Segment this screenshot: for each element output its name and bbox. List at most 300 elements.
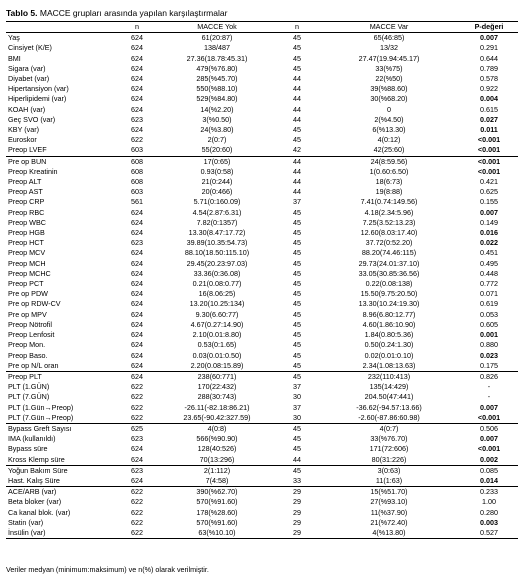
n-macce-var: 45	[293, 340, 301, 350]
n-macce-yok: 625	[116, 423, 158, 434]
row-label: Pre op BUN	[6, 156, 116, 167]
table-row	[6, 228, 518, 238]
n-macce-yok: 623	[131, 238, 143, 248]
table-row	[6, 238, 518, 248]
n-macce-var: 45	[276, 465, 318, 476]
n-macce-yok: 624	[131, 63, 143, 73]
row-label: İnsülin (var)	[6, 528, 116, 539]
value-macce-yok: 27.36(18.78:45.31)	[186, 53, 248, 63]
table-number: Tablo 5.	[6, 8, 38, 18]
value-macce-yok: 390(%62.70)	[158, 487, 276, 498]
table-row	[6, 74, 518, 84]
n-macce-var: 45	[293, 228, 301, 238]
table-row	[6, 197, 518, 207]
value-macce-yok: 2.10(0.01:8.80)	[192, 330, 242, 340]
row-label: Yaş	[8, 33, 20, 43]
value-macce-yok: 479(%76.80)	[196, 63, 238, 73]
row-label: Preop HGB	[8, 228, 45, 238]
value-macce-yok: 128(40:526)	[197, 444, 237, 454]
row-label: Bypass Greft Sayısı	[6, 423, 116, 434]
table-row	[6, 465, 518, 476]
header-label	[6, 22, 116, 33]
n-macce-yok: 624	[131, 207, 143, 217]
row-label: Diyabet (var)	[8, 74, 50, 84]
n-macce-var: 45	[276, 371, 318, 382]
value-macce-var: 39(%88.60)	[370, 84, 408, 94]
p-value: 0.011	[480, 125, 498, 135]
n-macce-yok: 624	[131, 475, 143, 485]
n-macce-yok: 561	[131, 197, 143, 207]
n-macce-yok: 624	[131, 53, 143, 63]
n-macce-var: 37	[293, 382, 301, 392]
table-row	[6, 508, 518, 518]
p-value: 0.007	[480, 33, 498, 43]
value-macce-var: 8.96(6.80:12.77)	[362, 309, 416, 319]
table-row	[6, 218, 518, 228]
value-macce-var: 27(%93.10)	[370, 497, 408, 507]
p-value: 0.233	[460, 487, 518, 498]
value-macce-yok: 0.21(0.08:0.77)	[192, 279, 242, 289]
row-label: KBY (var)	[8, 125, 40, 135]
value-macce-yok: 178(%28.60)	[196, 507, 238, 517]
value-macce-var: 1(0.60:6.50)	[369, 166, 409, 176]
n-macce-var: 45	[293, 444, 301, 454]
n-macce-yok: 603	[131, 187, 143, 197]
value-macce-var: 13/32	[380, 43, 398, 53]
table-row	[6, 340, 518, 350]
value-macce-var: -2.60(-87.86:60.98)	[358, 412, 420, 422]
p-value: 0.007	[480, 207, 498, 217]
macce-comparison-table	[6, 21, 518, 539]
p-value: 0.007	[480, 434, 498, 444]
p-value: 0.280	[480, 507, 498, 517]
n-macce-yok: 603	[131, 145, 143, 155]
value-macce-yok: 238(60:771)	[158, 371, 276, 382]
p-value: 0.451	[480, 248, 498, 258]
p-value: 0.149	[480, 217, 498, 227]
p-value: 0.625	[480, 187, 498, 197]
value-macce-yok: 0.53(0:1.65)	[197, 340, 237, 350]
value-macce-yok: 13.30(8.47:17.72)	[188, 228, 246, 238]
p-value: 0.016	[480, 228, 498, 238]
n-macce-var: 44	[293, 166, 301, 176]
p-value: 0.605	[480, 319, 498, 329]
n-macce-var: 30	[293, 412, 301, 422]
row-label: Beta bloker (var)	[8, 497, 62, 507]
n-macce-var: 44	[293, 84, 301, 94]
value-macce-yok: 9.30(6.60:77)	[195, 309, 239, 319]
p-value: <0.001	[460, 156, 518, 167]
value-macce-var: 21(%72.40)	[370, 517, 408, 527]
value-macce-yok: 7(4:58)	[205, 475, 229, 485]
value-macce-yok: 3(%0.50)	[202, 114, 232, 124]
row-label: Preop HCT	[8, 238, 44, 248]
n-macce-yok: 624	[131, 104, 143, 114]
row-label: Preop PLT	[6, 371, 116, 382]
n-macce-var: 44	[293, 177, 301, 187]
n-macce-var: 45	[293, 434, 301, 444]
value-macce-yok: 63(%10.10)	[158, 528, 276, 539]
value-macce-yok: 4.54(2.87:6.31)	[192, 207, 242, 217]
row-label: Ca kanal blok. (var)	[8, 507, 71, 517]
value-macce-var: 2.34(1.08:13.63)	[362, 360, 416, 370]
n-macce-yok: 624	[131, 74, 143, 84]
value-macce-var: 30(%68.20)	[370, 94, 408, 104]
table-row	[6, 145, 518, 156]
p-value: 0.027	[480, 114, 498, 124]
value-macce-yok: 39.89(10.35:54.73)	[186, 238, 248, 248]
value-macce-yok: 21(0:244)	[201, 177, 233, 187]
n-macce-yok: 624	[131, 350, 143, 360]
row-label: Statin (var)	[8, 517, 44, 527]
n-macce-yok: 624	[131, 94, 143, 104]
row-label: Geç SVO (var)	[8, 114, 56, 124]
p-value: 0.053	[480, 309, 498, 319]
value-macce-var: 0.22(0.08:138)	[365, 279, 413, 289]
value-macce-yok: 2(1:112)	[158, 465, 276, 476]
n-macce-var: 45	[293, 360, 301, 370]
row-label: PLT (7.Gün→Preop)	[8, 412, 74, 422]
p-value: 0.922	[480, 84, 498, 94]
value-macce-var: 4.18(2.34:5.96)	[364, 207, 414, 217]
row-label: Preop MCV	[8, 248, 46, 258]
p-value: 0.506	[460, 423, 518, 434]
n-macce-var: 37	[293, 197, 301, 207]
value-macce-var: 7.25(3.52:13.23)	[362, 217, 416, 227]
p-value: 0.772	[480, 279, 498, 289]
value-macce-var: 1.84(0.80:5.36)	[364, 330, 414, 340]
p-value: 0.644	[480, 53, 498, 63]
table-row	[6, 269, 518, 279]
value-macce-yok: 23.65(-90.42:327.59)	[183, 412, 251, 422]
n-macce-yok: 624	[131, 289, 143, 299]
row-label: PLT (7.GÜN)	[8, 392, 50, 402]
row-label: Preop MCH	[8, 258, 46, 268]
value-macce-yok: 70(13:296)	[199, 454, 235, 464]
table-row	[6, 125, 518, 135]
value-macce-yok: 0.93(0:58)	[200, 166, 234, 176]
table-row	[6, 423, 518, 434]
value-macce-var: 15.50(9.75:20.50)	[360, 289, 418, 299]
table-row	[6, 497, 518, 507]
n-macce-yok: 624	[131, 228, 143, 238]
n-macce-var: 29	[293, 507, 301, 517]
n-macce-yok: 624	[131, 330, 143, 340]
table-row	[6, 371, 518, 382]
n-macce-yok: 622	[131, 412, 143, 422]
value-macce-var: 33(%75)	[375, 63, 403, 73]
p-value: 0.615	[480, 104, 498, 114]
p-value: 0.001	[480, 330, 498, 340]
row-label: PLT (1.GÜN)	[8, 382, 50, 392]
n-macce-yok: 624	[116, 371, 158, 382]
row-label: Yoğun Bakım Süre	[6, 465, 116, 476]
n-macce-var: 29	[276, 487, 318, 498]
header-macce-yok: MACCE Yok	[158, 22, 276, 33]
p-value: 0.826	[460, 371, 518, 382]
header-p-value: P-değeri	[460, 22, 518, 33]
header-n-yok: n	[116, 22, 158, 33]
n-macce-var: 37	[293, 402, 301, 412]
table-row	[6, 167, 518, 177]
header-n-var: n	[276, 22, 318, 33]
n-macce-yok: 622	[131, 497, 143, 507]
n-macce-yok: 623	[116, 465, 158, 476]
value-macce-var: -36.62(-94.57:13.66)	[356, 402, 422, 412]
p-value: 0.291	[480, 43, 498, 53]
p-value: 0.789	[480, 63, 498, 73]
n-macce-var: 45	[293, 248, 301, 258]
row-label: Cinsiyet (K/E)	[8, 43, 52, 53]
table-row	[6, 487, 518, 498]
table-row	[6, 382, 518, 392]
p-value: 0.003	[480, 517, 498, 527]
n-macce-var: 44	[293, 94, 301, 104]
n-macce-var: 44	[293, 114, 301, 124]
n-macce-var: 45	[293, 33, 301, 43]
n-macce-yok: 622	[116, 487, 158, 498]
value-macce-yok: 4.67(0.27:14.90)	[190, 319, 244, 329]
value-macce-yok: 2.20(0.08:15.89)	[190, 360, 244, 370]
value-macce-var: 88.20(74.46:115)	[361, 248, 417, 258]
row-label: Pre op RDW-CV	[8, 299, 61, 309]
table-row	[6, 54, 518, 64]
n-macce-var: 45	[293, 289, 301, 299]
row-label: Hipertansiyon (var)	[8, 84, 69, 94]
value-macce-yok: 288(30:743)	[197, 392, 237, 402]
table-row	[6, 135, 518, 145]
value-macce-yok: 13.20(10.25:134)	[189, 299, 245, 309]
table-row	[6, 208, 518, 218]
n-macce-yok: 623	[131, 114, 143, 124]
n-macce-yok: 624	[131, 125, 143, 135]
n-macce-var: 44	[293, 104, 301, 114]
table-row	[6, 279, 518, 289]
table-row	[6, 403, 518, 413]
row-label: Preop Mon.	[8, 340, 46, 350]
p-value: 0.155	[480, 197, 498, 207]
n-macce-var: 45	[293, 207, 301, 217]
value-macce-var: 7.41(0.74:149.56)	[360, 197, 418, 207]
value-macce-yok: 529(%84.80)	[196, 94, 238, 104]
value-macce-yok: 5.71(0:160.09)	[193, 197, 241, 207]
value-macce-var: 135(14:429)	[369, 382, 409, 392]
value-macce-yok: 138/487	[204, 43, 230, 53]
p-value: <0.001	[477, 145, 501, 155]
n-macce-var: 45	[293, 299, 301, 309]
n-macce-var: 44	[293, 454, 301, 464]
table-row	[6, 361, 518, 372]
n-macce-var: 45	[293, 279, 301, 289]
n-macce-yok: 624	[131, 279, 143, 289]
value-macce-var: 33(%76.70)	[370, 434, 408, 444]
n-macce-var: 45	[276, 423, 318, 434]
value-macce-yok: 29.45(20.23:97.03)	[186, 258, 248, 268]
value-macce-var: 24(8:59.56)	[318, 156, 460, 167]
table-row	[6, 84, 518, 94]
n-macce-var: 44	[293, 187, 301, 197]
value-macce-var: 80(31:226)	[371, 454, 407, 464]
value-macce-yok: 17(0:65)	[158, 156, 276, 167]
row-label: Preop Nötrofil	[8, 319, 52, 329]
p-value: 0.007	[480, 402, 498, 412]
n-macce-yok: 624	[131, 258, 143, 268]
table-row	[6, 351, 518, 361]
n-macce-yok: 608	[131, 166, 143, 176]
n-macce-var: 45	[293, 217, 301, 227]
value-macce-var: 37.72(0:52.20)	[365, 238, 413, 248]
p-value: 0.421	[480, 177, 498, 187]
n-macce-yok: 624	[131, 340, 143, 350]
n-macce-yok: 624	[131, 360, 143, 370]
p-value: 0.527	[460, 528, 518, 539]
table-title	[6, 8, 227, 18]
row-label: Preop ALT	[8, 177, 42, 187]
p-value: <0.001	[477, 444, 501, 454]
p-value: 0.004	[480, 94, 498, 104]
row-label: Preop Baso.	[8, 350, 48, 360]
p-value: <0.001	[477, 166, 501, 176]
row-label: Kross Klemp süre	[8, 454, 65, 464]
p-value: 0.175	[480, 360, 498, 370]
table-row	[6, 259, 518, 269]
n-macce-yok: 623	[131, 434, 143, 444]
n-macce-var: 45	[293, 63, 301, 73]
table-body	[6, 33, 518, 539]
value-macce-var: 11(1:63)	[375, 475, 403, 485]
n-macce-var: 45	[293, 258, 301, 268]
row-label: Bypass süre	[8, 444, 48, 454]
table-row	[6, 518, 518, 528]
value-macce-yok: 4(0:8)	[158, 423, 276, 434]
n-macce-yok: 622	[116, 528, 158, 539]
value-macce-var: 33.05(30.85:36.56)	[358, 268, 420, 278]
n-macce-var: 45	[293, 125, 301, 135]
n-macce-var: 45	[293, 43, 301, 53]
p-value: 0.023	[480, 350, 498, 360]
header-macce-var: MACCE Var	[318, 22, 460, 33]
row-label: Preop RBC	[8, 207, 45, 217]
n-macce-yok: 608	[131, 177, 143, 187]
table-row	[6, 455, 518, 466]
value-macce-var: 4(0:7)	[318, 423, 460, 434]
n-macce-var: 29	[293, 517, 301, 527]
n-macce-yok: 624	[131, 84, 143, 94]
value-macce-yok: 170(22:432)	[197, 382, 237, 392]
p-value: 1.00	[482, 497, 496, 507]
value-macce-var: 11(%37.90)	[370, 507, 408, 517]
footnote: Veriler medyan (minimum:maksimum) ve n(%) olarak verilmiştir.	[6, 565, 209, 574]
value-macce-var: 204.50(47:441)	[364, 392, 414, 402]
value-macce-var: 4.60(1.86:10.90)	[362, 319, 416, 329]
value-macce-yok: -26.11(-82.18:86.21)	[184, 402, 250, 412]
row-label: Preop AST	[8, 187, 43, 197]
table-row	[6, 310, 518, 320]
row-label: Preop WBC	[8, 217, 46, 227]
value-macce-yok: 33.36(0:36.08)	[193, 268, 241, 278]
value-macce-var: 0.50(0.24:1.30)	[364, 340, 414, 350]
table-row	[6, 156, 518, 167]
value-macce-yok: 550(%88.10)	[196, 84, 238, 94]
value-macce-var: 3(0:63)	[318, 465, 460, 476]
n-macce-yok: 622	[131, 507, 143, 517]
value-macce-var: 42(25:60)	[373, 145, 405, 155]
value-macce-var: 12.60(8.03:17.40)	[360, 228, 418, 238]
value-macce-yok: 55(20:60)	[201, 145, 233, 155]
value-macce-yok: 566(%90.90)	[196, 434, 238, 444]
row-label: Euroskor	[8, 135, 37, 145]
table-row	[6, 64, 518, 74]
value-macce-yok: 570(%91.60)	[196, 517, 238, 527]
value-macce-var: 13.30(10.24:19.30)	[358, 299, 420, 309]
row-label: Pre op PDW	[8, 289, 48, 299]
n-macce-yok: 624	[131, 217, 143, 227]
p-value: 0.022	[480, 238, 498, 248]
value-macce-var: 0.02(0.01:0.10)	[364, 350, 414, 360]
row-label: Sigara (var)	[8, 63, 46, 73]
n-macce-yok: 624	[131, 43, 143, 53]
table-row	[6, 434, 518, 444]
n-macce-var: 33	[293, 475, 301, 485]
value-macce-var: 27.47(19.94:45.17)	[358, 53, 420, 63]
table-row	[6, 476, 518, 487]
table-row	[6, 248, 518, 258]
value-macce-var: 29.73(24.01:37.10)	[358, 258, 420, 268]
n-macce-yok: 608	[116, 156, 158, 167]
value-macce-yok: 2(0:7)	[207, 135, 227, 145]
table-row	[6, 413, 518, 424]
value-macce-var: 6(%13.30)	[372, 125, 406, 135]
n-macce-var: 44	[293, 74, 301, 84]
n-macce-var: 30	[293, 392, 301, 402]
p-value: 0.880	[480, 340, 498, 350]
n-macce-var: 45	[293, 135, 301, 145]
table-row	[6, 289, 518, 299]
n-macce-yok: 622	[131, 392, 143, 402]
p-value: 0.085	[460, 465, 518, 476]
n-macce-var: 45	[293, 319, 301, 329]
value-macce-yok: 7.82(0:1357)	[196, 217, 238, 227]
value-macce-var: 18(6:73)	[375, 177, 403, 187]
value-macce-var: 22(%50)	[375, 74, 403, 84]
n-macce-var: 45	[293, 238, 301, 248]
row-label: IMA (kullanıldı)	[8, 434, 56, 444]
row-label: Hast. Kalış Süre	[8, 475, 60, 485]
value-macce-yok: 16(8.06:25)	[198, 289, 236, 299]
n-macce-yok: 624	[131, 319, 143, 329]
value-macce-var: 0	[387, 104, 391, 114]
n-macce-var: 45	[293, 350, 301, 360]
table-row	[6, 444, 518, 454]
table-row	[6, 330, 518, 340]
row-label: Preop Lenfosit	[8, 330, 55, 340]
p-value: 0.448	[480, 268, 498, 278]
n-macce-var: 45	[293, 330, 301, 340]
table-row	[6, 105, 518, 115]
n-macce-var: 42	[293, 145, 301, 155]
n-macce-yok: 622	[131, 402, 143, 412]
row-label: Preop MCHC	[8, 268, 51, 278]
value-macce-yok: 24(%3.80)	[200, 125, 234, 135]
row-label: Pre op N/L oran	[8, 360, 59, 370]
value-macce-var: 2(%4.50)	[374, 114, 404, 124]
value-macce-var: 15(%51.70)	[318, 487, 460, 498]
table-row	[6, 177, 518, 187]
value-macce-var: 4(%13.80)	[318, 528, 460, 539]
value-macce-var: 171(72:606)	[369, 444, 409, 454]
n-macce-yok: 624	[131, 309, 143, 319]
row-label: Preop PCT	[8, 279, 44, 289]
